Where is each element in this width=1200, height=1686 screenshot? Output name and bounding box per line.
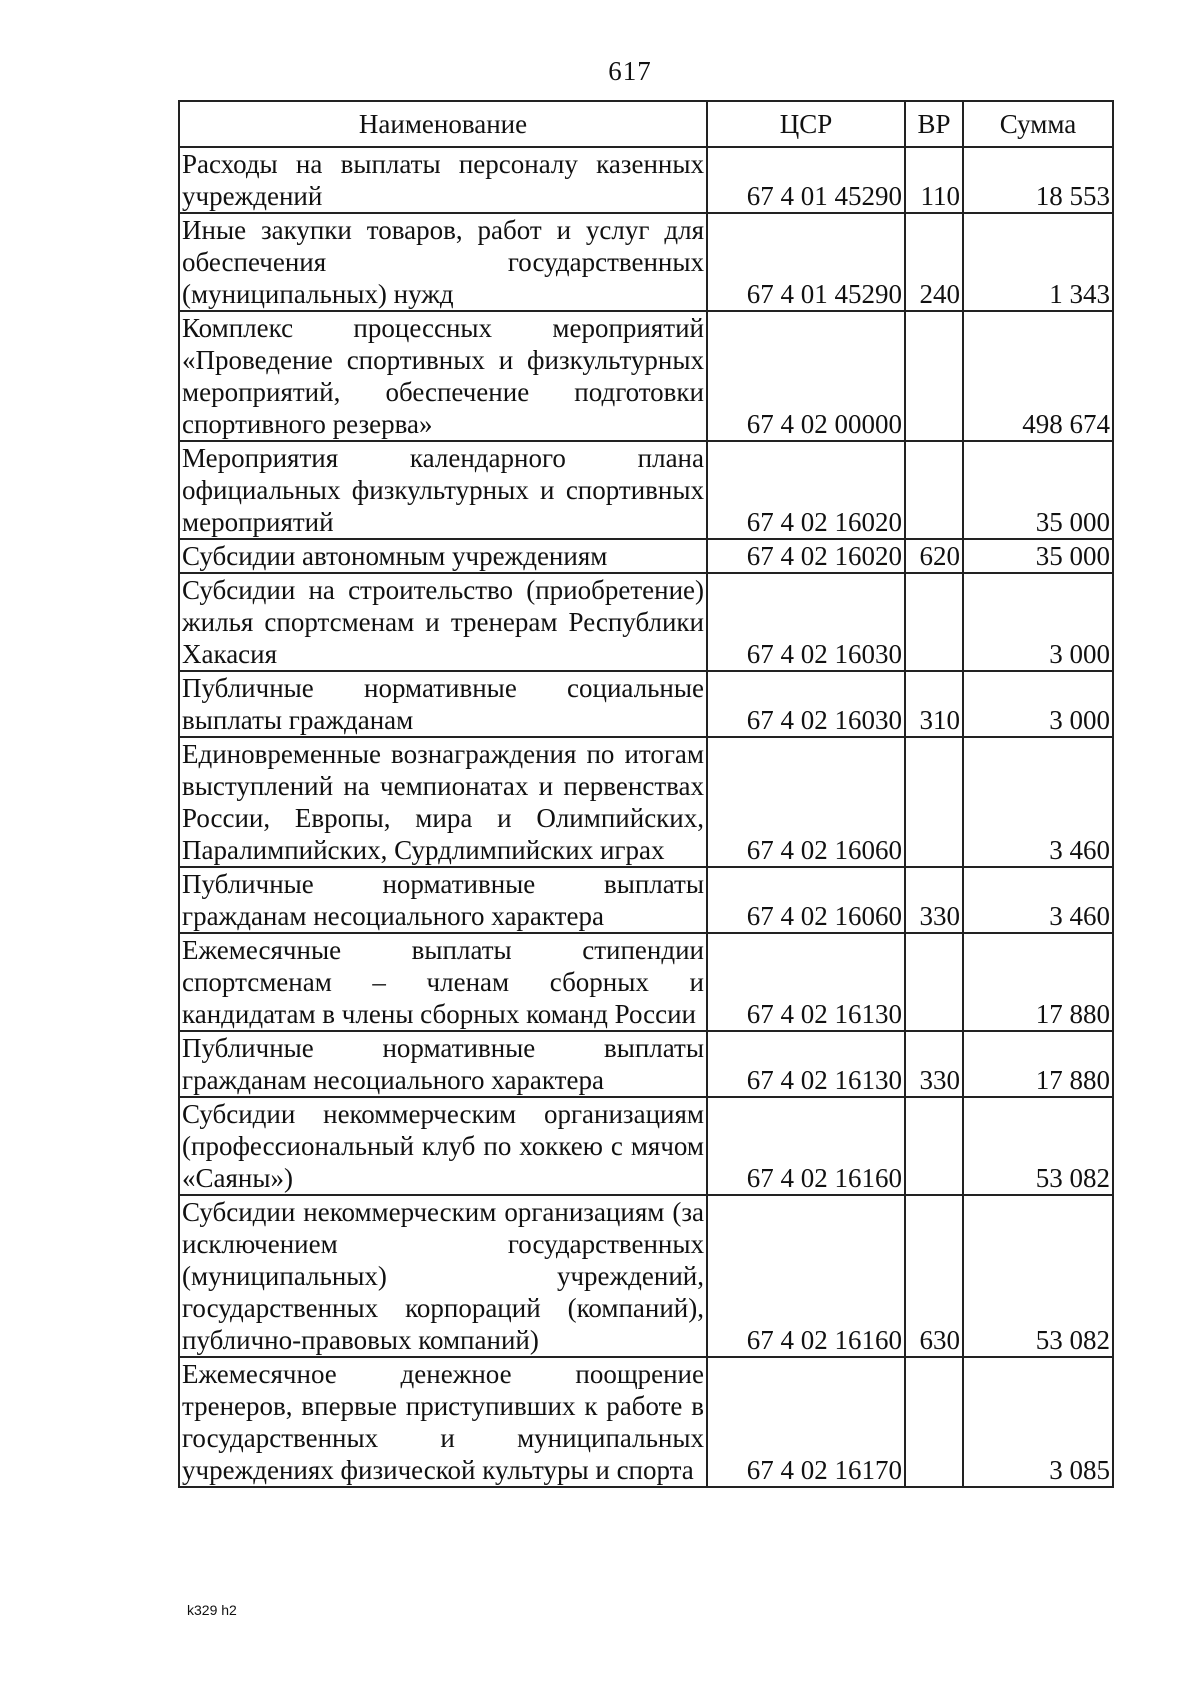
table-row bbox=[179, 147, 1113, 213]
row-vr: 330 bbox=[905, 1031, 963, 1097]
table-row bbox=[179, 867, 1113, 933]
table-header-row bbox=[179, 101, 1113, 147]
row-sum: 3 460 bbox=[963, 737, 1113, 867]
row-vr bbox=[905, 1357, 963, 1487]
header-sum: Сумма bbox=[963, 101, 1113, 147]
row-name: Ежемесячные выплаты стипендии спортсменам – членам сборных и кандидатам в члены сборных команд России bbox=[179, 933, 707, 1031]
table-row bbox=[179, 311, 1113, 441]
header-vr: ВР bbox=[905, 101, 963, 147]
row-sum: 3 000 bbox=[963, 573, 1113, 671]
row-csr: 67 4 02 16030 bbox=[707, 671, 905, 737]
table-row bbox=[179, 441, 1113, 539]
row-name: Единовременные вознаграждения по итогам выступлений на чемпионатах и первенствах России, Европы, мира и Олимпийских, Паралимпийских, Сурдлимпийских играх bbox=[179, 737, 707, 867]
row-csr: 67 4 02 00000 bbox=[707, 311, 905, 441]
row-vr: 240 bbox=[905, 213, 963, 311]
row-name: Мероприятия календарного плана официальных физкультурных и спортивных мероприятий bbox=[179, 441, 707, 539]
row-vr: 620 bbox=[905, 539, 963, 573]
row-csr: 67 4 02 16020 bbox=[707, 441, 905, 539]
row-vr bbox=[905, 311, 963, 441]
row-sum: 1 343 bbox=[963, 213, 1113, 311]
table-row bbox=[179, 1031, 1113, 1097]
header-csr: ЦСР bbox=[707, 101, 905, 147]
row-sum: 53 082 bbox=[963, 1097, 1113, 1195]
row-sum: 53 082 bbox=[963, 1195, 1113, 1357]
row-name: Субсидии автономным учреждениям bbox=[179, 539, 707, 573]
row-name: Публичные нормативные выплаты гражданам несоциального характера bbox=[179, 1031, 707, 1097]
row-csr: 67 4 02 16170 bbox=[707, 1357, 905, 1487]
table-row bbox=[179, 1357, 1113, 1487]
table-row bbox=[179, 213, 1113, 311]
row-vr: 330 bbox=[905, 867, 963, 933]
row-vr: 310 bbox=[905, 671, 963, 737]
row-csr: 67 4 02 16020 bbox=[707, 539, 905, 573]
table-row bbox=[179, 573, 1113, 671]
row-name: Иные закупки товаров, работ и услуг для обеспечения государственных (муниципальных) нужд bbox=[179, 213, 707, 311]
page-number: 617 bbox=[608, 56, 652, 86]
row-vr bbox=[905, 441, 963, 539]
row-name: Субсидии на строительство (приобретение) жилья спортсменам и тренерам Республики Хакасия bbox=[179, 573, 707, 671]
row-csr: 67 4 02 16060 bbox=[707, 867, 905, 933]
table-body bbox=[179, 147, 1113, 1487]
row-sum: 17 880 bbox=[963, 933, 1113, 1031]
row-sum: 3 000 bbox=[963, 671, 1113, 737]
row-vr: 110 bbox=[905, 147, 963, 213]
row-vr bbox=[905, 1097, 963, 1195]
budget-table bbox=[178, 100, 1114, 1488]
row-name: Субсидии некоммерческим организациям (за исключением государственных (муниципальных) учреждений, государственных корпораций (компаний), публично-правовых компаний) bbox=[179, 1195, 707, 1357]
table-row bbox=[179, 933, 1113, 1031]
row-name: Ежемесячное денежное поощрение тренеров, впервые приступивших к работе в государственных и муниципальных учреждениях физической культуры и спорта bbox=[179, 1357, 707, 1487]
header-name: Наименование bbox=[179, 101, 707, 147]
row-csr: 67 4 01 45290 bbox=[707, 213, 905, 311]
row-csr: 67 4 02 16030 bbox=[707, 573, 905, 671]
row-sum: 3 460 bbox=[963, 867, 1113, 933]
row-vr bbox=[905, 933, 963, 1031]
row-vr bbox=[905, 573, 963, 671]
table-row bbox=[179, 737, 1113, 867]
row-csr: 67 4 02 16130 bbox=[707, 933, 905, 1031]
footer-code: k329 h2 bbox=[187, 1602, 237, 1618]
row-sum: 35 000 bbox=[963, 539, 1113, 573]
row-sum: 17 880 bbox=[963, 1031, 1113, 1097]
table-row bbox=[179, 1195, 1113, 1357]
row-name: Публичные нормативные социальные выплаты гражданам bbox=[179, 671, 707, 737]
row-csr: 67 4 01 45290 bbox=[707, 147, 905, 213]
row-sum: 18 553 bbox=[963, 147, 1113, 213]
row-sum: 35 000 bbox=[963, 441, 1113, 539]
row-csr: 67 4 02 16160 bbox=[707, 1195, 905, 1357]
row-sum: 3 085 bbox=[963, 1357, 1113, 1487]
row-name: Субсидии некоммерческим организациям (профессиональный клуб по хоккею с мячом «Саяны») bbox=[179, 1097, 707, 1195]
row-name: Расходы на выплаты персоналу казенных учреждений bbox=[179, 147, 707, 213]
row-sum: 498 674 bbox=[963, 311, 1113, 441]
row-vr bbox=[905, 737, 963, 867]
table-row bbox=[179, 539, 1113, 573]
table-row bbox=[179, 1097, 1113, 1195]
row-csr: 67 4 02 16160 bbox=[707, 1097, 905, 1195]
table-row bbox=[179, 671, 1113, 737]
row-name: Комплекс процессных мероприятий «Проведение спортивных и физкультурных мероприятий, обеспечение подготовки спортивного резерва» bbox=[179, 311, 707, 441]
row-name: Публичные нормативные выплаты гражданам несоциального характера bbox=[179, 867, 707, 933]
row-csr: 67 4 02 16130 bbox=[707, 1031, 905, 1097]
row-csr: 67 4 02 16060 bbox=[707, 737, 905, 867]
row-vr: 630 bbox=[905, 1195, 963, 1357]
